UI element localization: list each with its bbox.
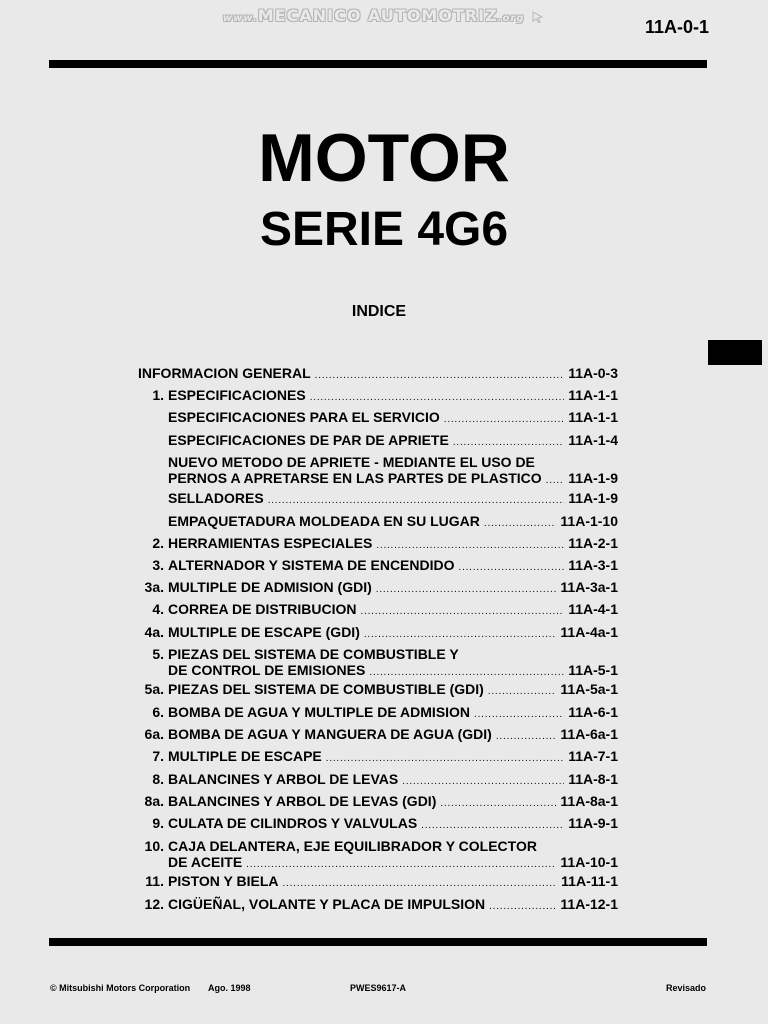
toc-entry-page: 11A-1-1 — [568, 409, 618, 425]
toc-entry-page: 11A-3a-1 — [560, 579, 618, 595]
toc-entry-title: MULTIPLE DE ADMISION (GDI) — [168, 579, 372, 595]
toc-leader-dots — [326, 747, 564, 768]
toc-entry-number: 4. — [152, 601, 164, 617]
toc-entry-number: 2. — [152, 535, 164, 551]
toc-entry-title: BALANCINES Y ARBOL DE LEVAS (GDI) — [168, 793, 437, 809]
toc-entry-title: HERRAMIENTAS ESPECIALES — [168, 535, 373, 551]
toc-entry[interactable] — [138, 364, 618, 382]
footer-code: PWES9617-A — [350, 983, 407, 993]
toc-entry-page: 11A-7-1 — [568, 748, 618, 764]
toc-entry-page: 11A-6-1 — [568, 704, 618, 720]
toc-leader-dots — [402, 770, 564, 791]
toc-entry-title: PERNOS A APRETARSE EN LAS PARTES DE PLASTICO — [168, 470, 542, 486]
toc-leader-dots — [315, 364, 565, 385]
toc-entry[interactable] — [138, 680, 618, 698]
toc-leader-dots — [361, 600, 565, 621]
toc-entry[interactable] — [138, 895, 618, 913]
toc-leader-dots — [282, 872, 557, 893]
toc-entry[interactable] — [138, 386, 618, 404]
toc-entry-title-line: PIEZAS DEL SISTEMA DE COMBUSTIBLE Y — [168, 646, 459, 662]
toc-entry-page: 11A-5a-1 — [560, 681, 618, 697]
page-title: MOTOR — [258, 120, 510, 196]
toc-entry-page: 11A-12-1 — [560, 896, 618, 912]
toc-leader-dots — [444, 408, 564, 429]
toc-entry-number: 3a. — [144, 579, 164, 595]
toc-entry[interactable] — [138, 512, 618, 530]
toc-entry-number: 8. — [152, 771, 164, 787]
footer-date: Ago. 1998 — [208, 983, 251, 993]
watermark-prefix: www. — [222, 13, 258, 24]
toc-entry[interactable] — [138, 747, 618, 765]
toc-entry[interactable] — [138, 872, 618, 890]
toc-entry-page: 11A-8a-1 — [560, 793, 618, 809]
toc-entry[interactable] — [138, 770, 618, 788]
toc-entry-title: BALANCINES Y ARBOL DE LEVAS — [168, 771, 399, 787]
watermark-main: MECANICO AUTOMOTRIZ — [257, 6, 498, 25]
toc-leader-dots — [369, 661, 564, 682]
toc-entry-number: 6a. — [144, 726, 164, 742]
toc-leader-dots — [440, 792, 556, 813]
toc-entry-number: 7. — [152, 748, 164, 764]
section-heading: INDICE — [351, 303, 407, 320]
toc-entry[interactable] — [138, 453, 618, 489]
toc-entry-title: ALTERNADOR Y SISTEMA DE ENCENDIDO — [168, 557, 455, 573]
toc-entry-page: 11A-1-9 — [568, 490, 618, 506]
toc-entry[interactable] — [138, 623, 618, 641]
toc-entry-page: 11A-0-3 — [568, 365, 618, 381]
toc-entry-title-line: NUEVO METODO DE APRIETE - MEDIANTE EL USO DE — [168, 454, 535, 470]
toc-entry[interactable] — [138, 645, 618, 681]
toc-entry-page: 11A-5-1 — [568, 662, 618, 678]
toc-entry-title: ESPECIFICACIONES — [168, 387, 306, 403]
toc-entry-page: 11A-10-1 — [560, 854, 618, 870]
toc-entry-title: CIGÜEÑAL, VOLANTE Y PLACA DE IMPULSION — [168, 896, 486, 912]
toc-leader-dots — [310, 386, 564, 407]
toc-entry-title: ESPECIFICACIONES PARA EL SERVICIO — [168, 409, 440, 425]
toc-entry-number: 5a. — [144, 681, 164, 697]
toc-leader-dots — [453, 431, 564, 452]
toc-entry-title: BOMBA DE AGUA Y MULTIPLE DE ADMISION — [168, 704, 471, 720]
toc-entry-title: MULTIPLE DE ESCAPE (GDI) — [168, 624, 360, 640]
toc-entry-title: PIEZAS DEL SISTEMA DE COMBUSTIBLE (GDI) — [168, 681, 484, 697]
toc-entry-title: INFORMACION GENERAL — [138, 365, 311, 381]
toc-entry-page: 11A-1-9 — [568, 470, 618, 486]
toc-entry-page: 11A-3-1 — [568, 557, 618, 573]
toc-entry-title: DE CONTROL DE EMISIONES — [168, 662, 366, 678]
toc-leader-dots — [376, 534, 564, 555]
toc-entry[interactable] — [138, 578, 618, 596]
toc-entry-page: 11A-4-1 — [568, 601, 618, 617]
toc-leader-dots — [376, 578, 557, 599]
toc-entry-number: 9. — [152, 815, 164, 831]
toc-leader-dots — [246, 853, 556, 874]
toc-entry-title-line: CAJA DELANTERA, EJE EQUILIBRADOR Y COLECTOR — [168, 838, 537, 854]
page-code: 11A-0-1 — [644, 17, 709, 37]
toc-entry[interactable] — [138, 534, 618, 552]
toc-entry-page: 11A-11-1 — [561, 873, 618, 889]
toc-entry[interactable] — [138, 408, 618, 426]
section-tab-marker — [708, 340, 762, 365]
footer-copyright: © Mitsubishi Motors Corporation — [50, 983, 191, 993]
toc-entry-number: 12. — [144, 896, 164, 912]
toc-entry[interactable] — [138, 556, 618, 574]
toc-entry-title: CORREA DE DISTRIBUCION — [168, 601, 357, 617]
toc-entry-title: SELLADORES — [168, 490, 264, 506]
toc-entry-number: 3. — [152, 557, 164, 573]
toc-entry-title: PISTON Y BIELA — [168, 873, 279, 889]
toc-entry-title: EMPAQUETADURA MOLDEADA EN SU LUGAR — [168, 513, 480, 529]
toc-entry[interactable] — [138, 489, 618, 507]
toc-entry-page: 11A-9-1 — [568, 815, 618, 831]
toc-entry[interactable] — [138, 600, 618, 618]
toc-entry-page: 11A-8-1 — [568, 771, 618, 787]
toc-entry-page: 11A-1-4 — [568, 432, 618, 448]
toc-leader-dots — [546, 469, 565, 490]
toc-entry-number: 8a. — [144, 793, 164, 809]
toc-entry-number: 6. — [152, 704, 164, 720]
toc-entry-page: 11A-2-1 — [568, 535, 618, 551]
cursor-icon — [531, 6, 545, 25]
toc-entry-page: 11A-1-1 — [568, 387, 618, 403]
toc-entry-page: 11A-1-10 — [560, 513, 618, 529]
toc-entry-title: DE ACEITE — [168, 854, 243, 870]
toc-entry-title: CULATA DE CILINDROS Y VALVULAS — [168, 815, 418, 831]
toc-entry[interactable] — [138, 792, 618, 810]
toc-entry-title: BOMBA DE AGUA Y MANGUERA DE AGUA (GDI) — [168, 726, 492, 742]
bottom-rule — [49, 938, 707, 946]
toc-entry-page: 11A-6a-1 — [560, 726, 618, 742]
toc-leader-dots — [488, 680, 557, 701]
toc-leader-dots — [489, 895, 556, 916]
toc-entry-page: 11A-4a-1 — [560, 624, 618, 640]
toc-entry[interactable] — [138, 703, 618, 721]
toc-leader-dots — [484, 512, 557, 533]
toc-entry-number: 1. — [152, 387, 164, 403]
watermark-suffix: .org — [497, 13, 525, 24]
toc-entry-title: ESPECIFICACIONES DE PAR DE APRIETE — [168, 432, 449, 448]
toc-entry-number: 10. — [144, 838, 164, 854]
page-subtitle: SERIE 4G6 — [259, 203, 509, 256]
toc-entry-title: MULTIPLE DE ESCAPE — [168, 748, 322, 764]
toc-leader-dots — [364, 623, 557, 644]
toc-entry-number: 5. — [152, 646, 164, 662]
toc-entry-number: 11. — [145, 873, 164, 889]
toc-entry-number: 4a. — [144, 624, 164, 640]
toc-leader-dots — [459, 556, 565, 577]
toc-entry[interactable] — [138, 814, 618, 832]
toc-leader-dots — [496, 725, 557, 746]
top-rule — [49, 60, 707, 68]
footer-status: Revisado — [666, 983, 707, 993]
toc-entry[interactable] — [138, 837, 618, 873]
toc-entry[interactable] — [138, 725, 618, 743]
toc-leader-dots — [474, 703, 564, 724]
toc-leader-dots — [421, 814, 564, 835]
toc-leader-dots — [268, 489, 565, 510]
toc-entry[interactable] — [138, 431, 618, 449]
